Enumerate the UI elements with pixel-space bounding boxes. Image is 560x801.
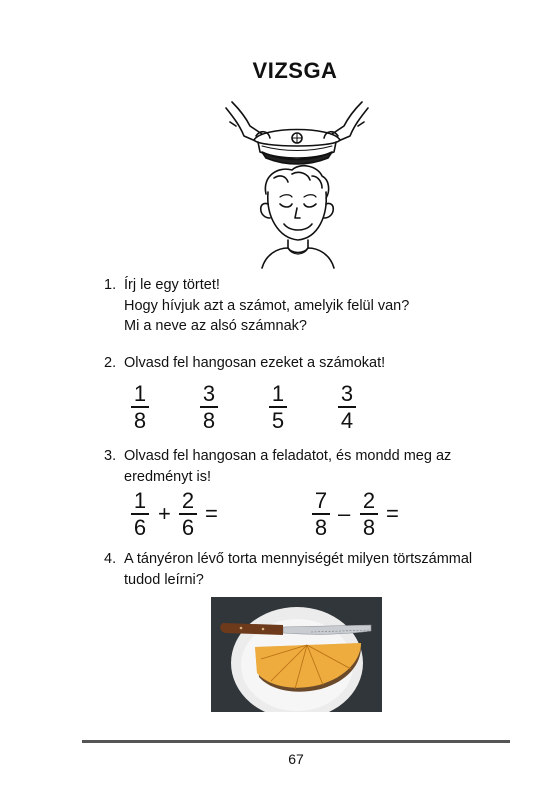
plus-operator: + [158, 501, 171, 526]
fraction [360, 490, 378, 539]
page-number: 67 [288, 751, 304, 767]
fraction-numerator: 2 [362, 488, 376, 513]
question-text-line: Írj le egy törtet! [124, 277, 220, 293]
cake-on-plate-photo [211, 597, 382, 712]
fraction [131, 490, 149, 539]
fraction-denominator: 8 [362, 514, 376, 540]
question-text-line: Hogy hívjuk azt a számot, amelyik felül van? [124, 297, 410, 314]
student-receiving-cap-illustration [222, 96, 372, 270]
footer-divider [82, 740, 510, 743]
question-text-line: Olvasd fel hangosan ezeket a számokat! [124, 355, 386, 371]
page-title: VIZSGA [252, 58, 338, 83]
fraction-numerator: 1 [133, 488, 147, 513]
minus-operator: – [338, 501, 351, 526]
fraction-denominator: 6 [181, 514, 195, 540]
question-number: 1. [104, 277, 117, 293]
question-number: 4. [104, 551, 117, 567]
fraction-denominator: 5 [271, 407, 285, 433]
fraction-numerator: 7 [314, 488, 328, 513]
fraction-denominator: 8 [202, 407, 216, 433]
fraction-numerator: 3 [340, 381, 354, 406]
question-text-line: Olvasd fel hangosan a feladatot, és mondd meg az [124, 448, 452, 464]
equals-operator: = [386, 501, 399, 526]
fraction-numerator: 1 [133, 381, 147, 406]
question-1 [104, 275, 409, 337]
fraction [179, 490, 197, 539]
fraction-numerator: 3 [202, 381, 216, 406]
fraction-denominator: 8 [314, 514, 328, 540]
fraction-numerator: 1 [271, 381, 285, 406]
fraction [312, 490, 330, 539]
question-2 [104, 353, 385, 374]
fraction-numerator: 2 [181, 488, 195, 513]
question-number: 3. [104, 448, 117, 464]
question-text-line: tudod leírni? [124, 571, 204, 588]
fraction-denominator: 4 [340, 407, 354, 433]
fraction [131, 383, 149, 432]
question-text-line: Mi a neve az alsó számnak? [124, 318, 307, 334]
question-text-line: eredményt is! [124, 468, 212, 485]
equals-operator: = [205, 501, 218, 526]
question-4 [104, 549, 472, 590]
fraction-denominator: 8 [133, 407, 147, 433]
question-number: 2. [104, 355, 117, 371]
fraction [338, 383, 356, 432]
fraction-denominator: 6 [133, 514, 147, 540]
question-text-line: A tányéron lévő torta mennyiségét milyen törtszámmal [124, 551, 473, 567]
question-3 [104, 446, 451, 487]
fraction [200, 383, 218, 432]
fraction [269, 383, 287, 432]
